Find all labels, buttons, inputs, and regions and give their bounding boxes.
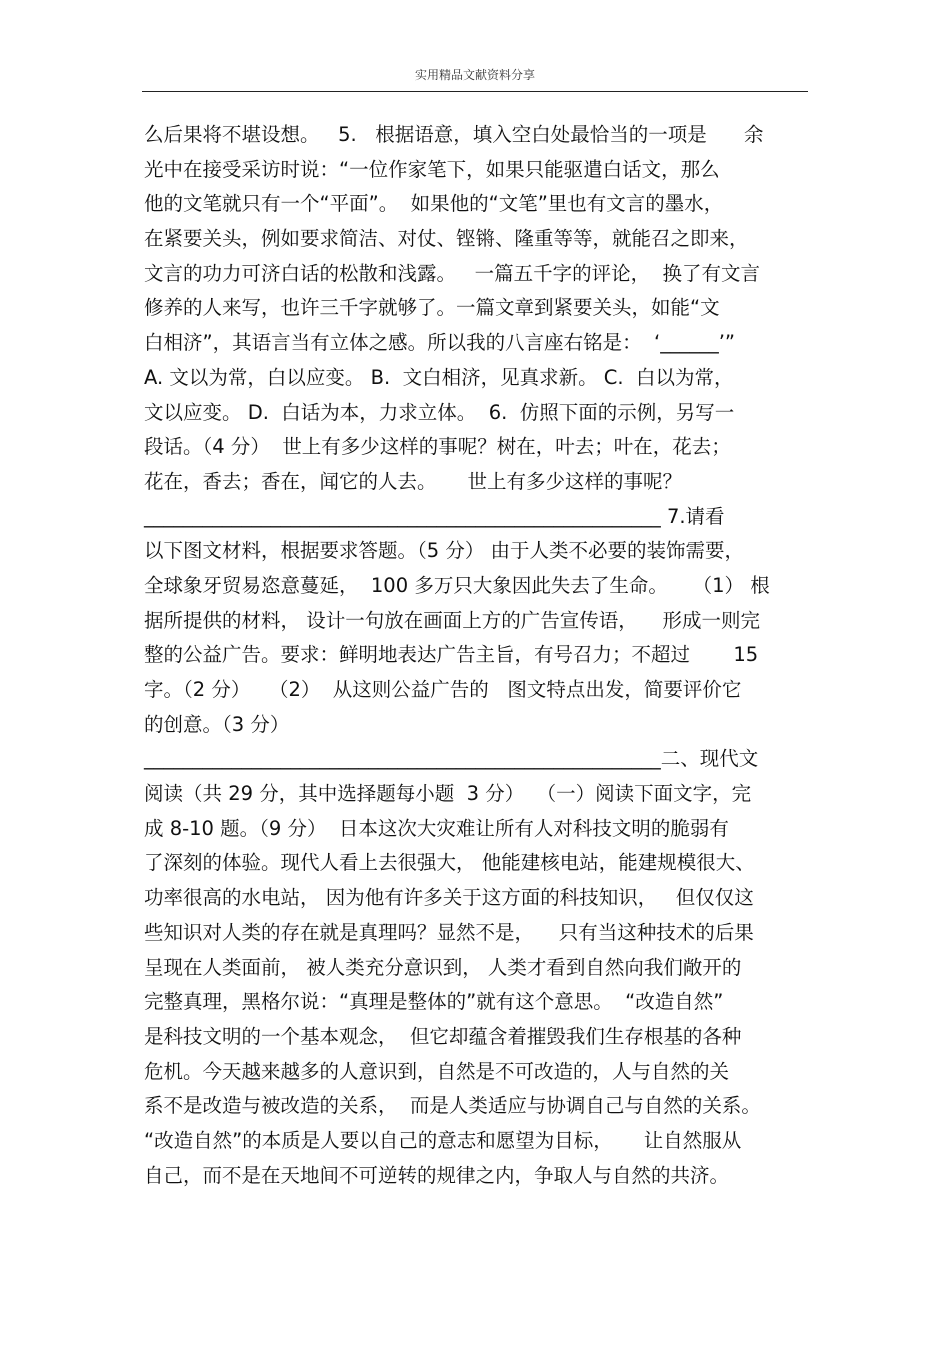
text-line: 在紧要关头，例如要求简洁、对仗、铿锵、隆重等等，就能召之即来， xyxy=(144,227,749,251)
text-line: 文以应变。 D. 白话为本，力求立体。 6. 仿照下面的示例，另写一 xyxy=(144,400,735,424)
text-line: 成 8-10 题。（9 分） 日本这次大灾难让所有人对科技文明的脆弱有 xyxy=(144,816,729,840)
text-line: 据所提供的材料， 设计一句放在画面上方的广告宣传语， 形成一则完 xyxy=(144,608,760,632)
text-line: 以下图文材料，根据要求答题。（5 分） 由于人类不必要的装饰需要， xyxy=(144,539,745,563)
text-line: 花在，香去；香在，闻它的人去。 世上有多少这样的事呢？ xyxy=(144,469,682,493)
text-line: 阅读（共 29 分，其中选择题每小题 3 分） （一）阅读下面文字，完 xyxy=(144,782,752,806)
text-line: 危机。今天越来越多的人意识到，自然是不可改造的，人与自然的关 xyxy=(144,1059,730,1083)
text-line: 文言的功力可济白话的松散和浅露。 一篇五千字的评论， 换了有文言 xyxy=(144,261,760,285)
text-line: 全球象牙贸易恣意蔓延， 100 多万只大象因此失去了生命。 （1） 根 xyxy=(144,573,770,597)
text-line: 是科技文明的一个基本观念， 但它却蕴含着摧毁我们生存根基的各种 xyxy=(144,1024,742,1048)
text-line: 些知识对人类的存在就是真理吗？显然不是， 只有当这种技术的后果 xyxy=(144,920,754,944)
text-line: 系不是改造与被改造的关系， 而是人类适应与协调自己与自然的关系。 xyxy=(144,1094,761,1118)
text-line: 呈现在人类面前， 被人类充分意识到， 人类才看到自然向我们敞开的 xyxy=(144,955,742,979)
text-line: 修养的人来写，也许三千字就够了。一篇文章到紧要关头，如能“文 xyxy=(144,296,720,320)
text-line: _____________________________________________________二、现代文 xyxy=(144,747,759,771)
text-line: 光中在接受采访时说：“一位作家笔下，如果只能驱遣白话文，那么 xyxy=(144,157,720,181)
text-line: _____________________________________________________ 7.请看 xyxy=(144,504,725,528)
text-line: “改造自然”的本质是人要以自己的意志和愿望为目标， 让自然服从 xyxy=(144,1128,742,1152)
text-line: 完整真理，黑格尔说：“真理是整体的”就有这个意思。 “改造自然” xyxy=(144,990,724,1014)
header-divider xyxy=(142,91,808,92)
text-line: 整的公益广告。要求：鲜明地表达广告主旨，有号召力；不超过 15 xyxy=(144,643,759,667)
text-line: 功率很高的水电站， 因为他有许多关于这方面的科技知识， 但仅仅这 xyxy=(144,886,754,910)
text-line: 自己，而不是在天地间不可逆转的规律之内，争取人与自然的共济。 xyxy=(144,1163,730,1187)
text-line: 字。（2 分） （2） 从这则公益广告的 图文特点出发，简要评价它 xyxy=(144,678,742,701)
text-line: 他的文笔就只有一个“平面”。 如果他的“文笔”里也有文言的墨水， xyxy=(144,192,724,216)
document-body xyxy=(144,118,812,1193)
text-line: 白相济”，其语言当有立体之感。所以我的八言座右铭是： ‘______’” xyxy=(144,331,735,355)
text-line: 么后果将不堪设想。 5. 根据语意，填入空白处最恰当的一项是 余 xyxy=(144,123,764,146)
page-header: 实用精品文献资料分享 xyxy=(414,68,535,82)
text-line: 段话。（4 分） 世上有多少这样的事呢？树在，叶去；叶在，花去； xyxy=(144,435,731,459)
text-line: A. 文以为常，白以应变。 B. 文白相济，见真求新。 C. 白以为常， xyxy=(144,365,734,389)
text-line: 了深刻的体验。现代人看上去很强大， 他能建核电站，能建规模很大、 xyxy=(144,851,755,875)
text-line: 的创意。（3 分） xyxy=(144,712,290,736)
